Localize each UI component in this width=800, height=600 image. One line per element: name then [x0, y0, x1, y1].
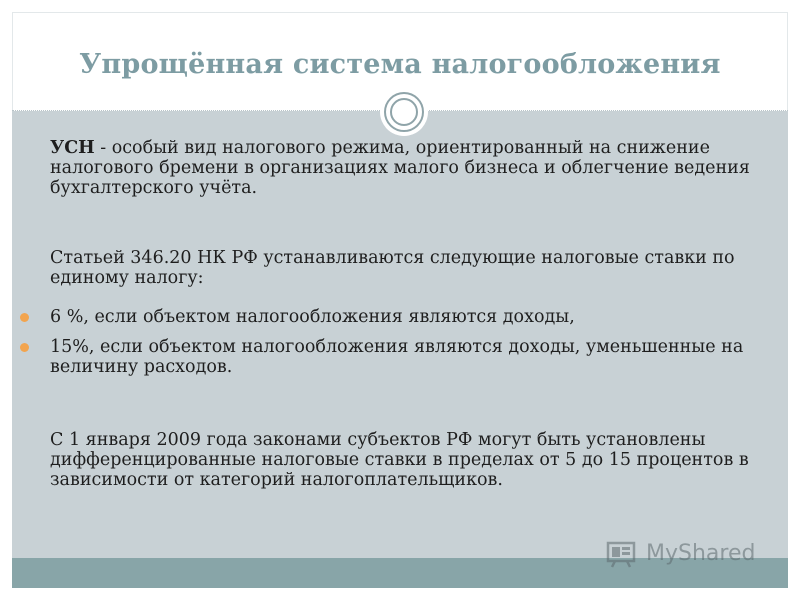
- presentation-board-icon: [606, 540, 636, 568]
- paragraph-tax-rates-intro: Статьей 346.20 НК РФ устанавливаются следующие налоговые ставки по единому налогу:: [50, 248, 735, 288]
- bullet-item-15-percent: 15%, если объектом налогообложения являются доходы, уменьшенные на величину расходов.: [50, 337, 744, 377]
- usn-term: УСН: [50, 138, 95, 158]
- bullet-dot-icon: [20, 343, 29, 352]
- paragraph-usn-definition: [50, 138, 750, 198]
- slide: [12, 12, 788, 588]
- slide-title: Упрощённая система налогообложения: [79, 49, 721, 80]
- bullet-dot-icon: [20, 313, 29, 322]
- usn-definition-text: - особый вид налогового режима, ориентированный на снижение налогового бремени в организациях малого бизнеса и облегчение ведения бухгалтерского учёта.: [50, 138, 750, 198]
- bullet-item-6-percent: 6 %, если объектом налогообложения являются доходы,: [50, 307, 575, 327]
- circle-ornament-inner: [390, 98, 418, 126]
- circle-ornament-icon: [384, 92, 424, 132]
- watermark: [606, 538, 766, 570]
- watermark-text: MyShared: [646, 541, 756, 566]
- paragraph-differentiated-rates: С 1 января 2009 года законами субъектов РФ могут быть установлены дифференцированные налоговые ставки в пределах от 5 до 15 процентов в зависимости от категорий налогоплательщиков.: [50, 430, 749, 490]
